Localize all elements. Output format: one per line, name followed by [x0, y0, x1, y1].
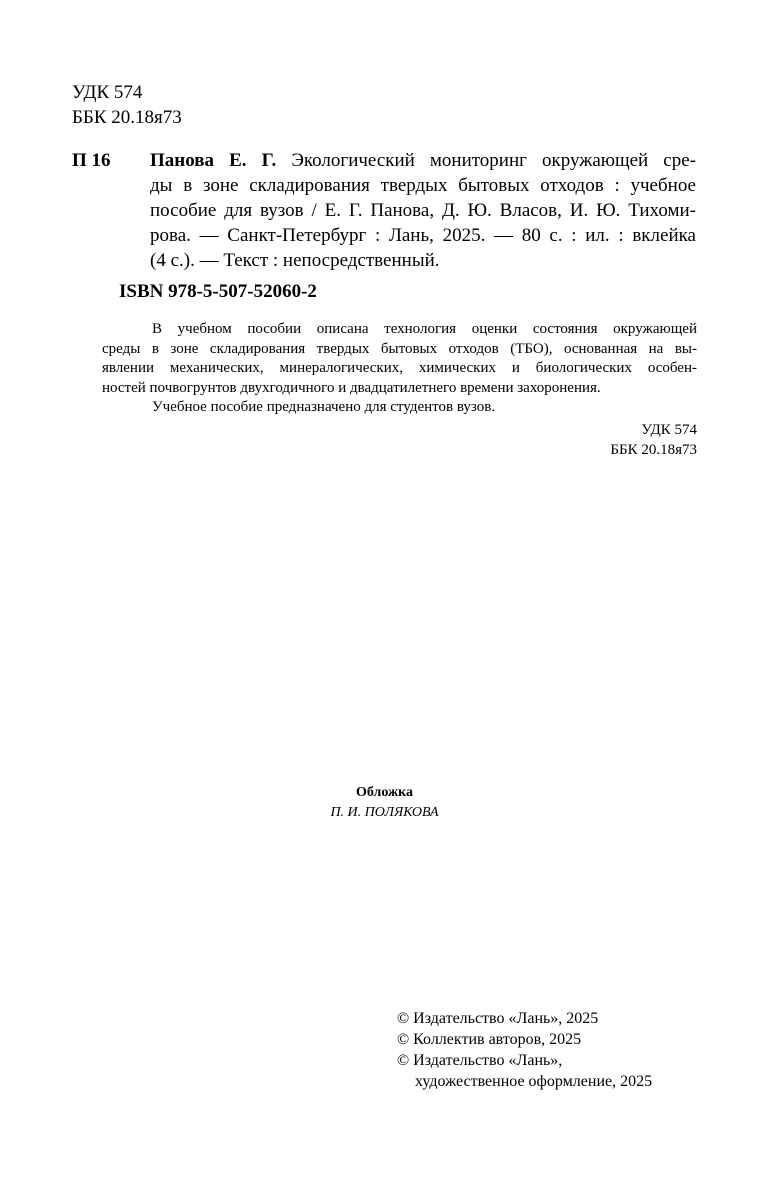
- isbn: ISBN 978-5-507-52060-2: [119, 281, 317, 302]
- copyright-line-1: © Издательство «Лань», 2025: [397, 1010, 599, 1027]
- annotation: [102, 320, 697, 418]
- udk-code-right: УДК 574: [641, 422, 697, 438]
- bibliographic-description: [150, 148, 696, 273]
- cover-author: П. И. ПОЛЯКОВА: [330, 805, 439, 820]
- annotation-line-1: В учебном пособии описана технология оценки состояния окружающей: [152, 321, 697, 337]
- udk-code: УДК 574: [72, 82, 143, 103]
- bib-line-3: пособие для вузов / Е. Г. Панова, Д. Ю. Власов, И. Ю. Тихоми-: [150, 200, 696, 221]
- bbk-code-right: ББК 20.18я73: [610, 442, 697, 458]
- bib-line-2: ды в зоне складирования твердых бытовых отходов : учебное: [150, 175, 696, 196]
- author-name: Панова Е. Г.: [150, 150, 277, 171]
- annotation-line-3: явлении механических, минералогических, химических и биологических особен-: [102, 360, 697, 376]
- classification-right: [610, 420, 697, 460]
- bbk-code: ББК 20.18я73: [72, 107, 182, 128]
- copyright-line-2: © Коллектив авторов, 2025: [397, 1031, 582, 1048]
- annotation-line-2: среды в зоне складирования твердых бытовых отходов (ТБО), основанная на вы-: [102, 340, 697, 357]
- cover-credit: [0, 783, 769, 823]
- copyright-line-3: © Издательство «Лань»,: [397, 1052, 563, 1069]
- bib-title-start: Экологический мониторинг окружающей сре-: [291, 150, 696, 171]
- annotation-line-5: Учебное пособие предназначено для студентов вузов.: [152, 399, 496, 415]
- copyright-line-4: художественное оформление, 2025: [415, 1073, 653, 1090]
- author-mark: П 16: [72, 150, 111, 171]
- cover-label: Обложка: [355, 785, 414, 800]
- bib-line-1: [150, 148, 696, 173]
- copyright-block: [397, 1008, 652, 1092]
- bib-line-5: (4 с.). — Текст : непосредственный.: [150, 250, 440, 271]
- bib-line-4: рова. — Санкт-Петербург : Лань, 2025. — 80 с. : ил. : вклейка: [150, 225, 696, 246]
- annotation-line-4: ностей почвогрунтов двухгодичного и двадцатилетнего времени захоронения.: [102, 379, 601, 396]
